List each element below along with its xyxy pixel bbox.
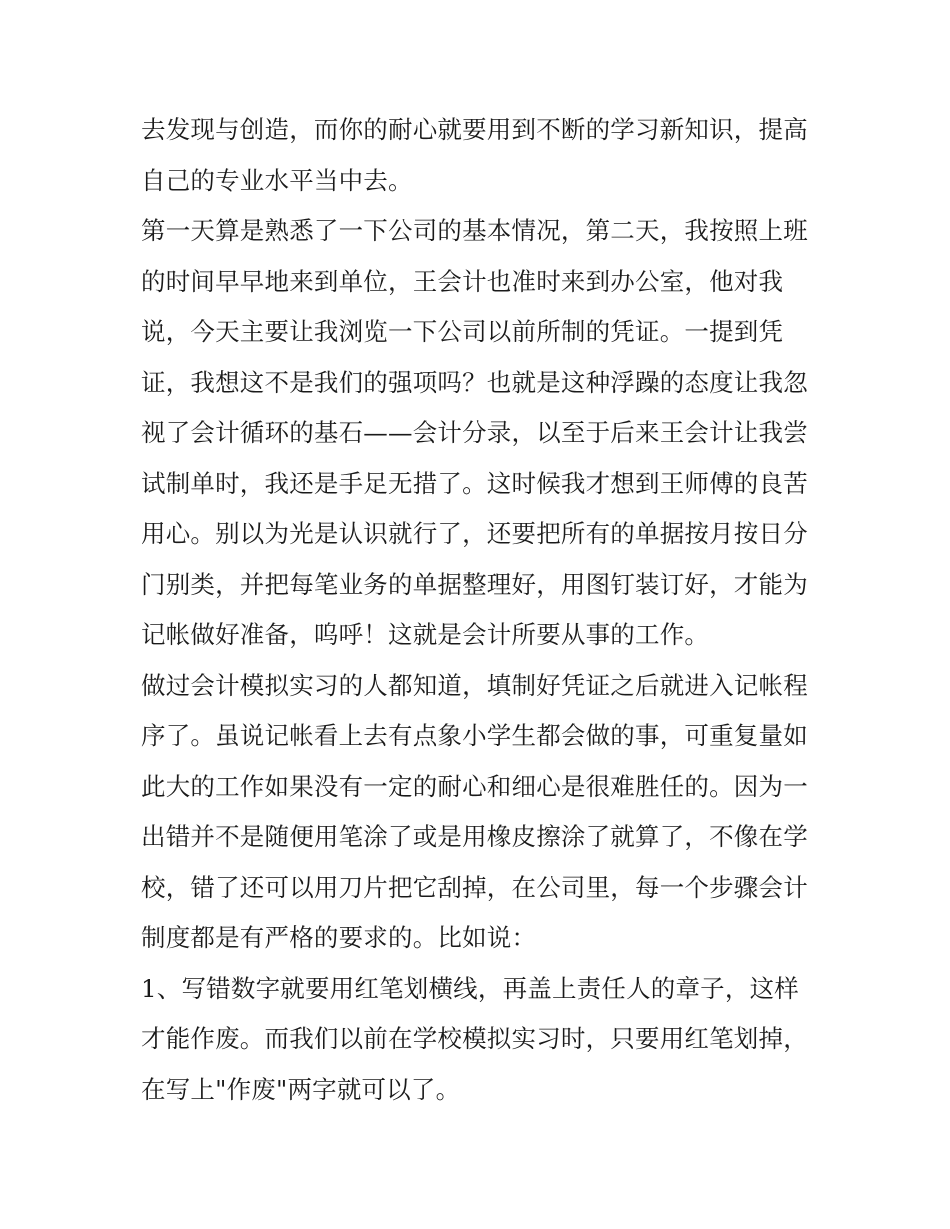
text-line: 出错并不是随便用笔涂了或是用橡皮擦涂了就算了，不像在学	[141, 822, 808, 851]
text-line: 记帐做好准备，呜呼！这就是会计所要从事的工作。	[141, 620, 710, 649]
text-line: 才能作废。而我们以前在学校模拟实习时，只要用红笔划掉，	[141, 1024, 808, 1053]
text-line: 做过会计模拟实习的人都知道，填制好凭证之后就进入记帐程	[141, 671, 808, 700]
text-line: 证，我想这不是我们的强项吗？也就是这种浮躁的态度让我忽	[141, 368, 808, 397]
text-line: 视了会计循环的基石——会计分录，以至于后来王会计让我尝	[141, 418, 808, 447]
text-line: 序了。虽说记帐看上去有点象小学生都会做的事，可重复量如	[141, 721, 808, 750]
text-line: 去发现与创造，而你的耐心就要用到不断的学习新知识，提高	[141, 115, 808, 144]
text-line: 在写上"作废"两字就可以了。	[141, 1075, 461, 1104]
text-line: 试制单时，我还是手足无措了。这时候我才想到王师傅的良苦	[141, 469, 808, 498]
text-line: 的时间早早地来到单位，王会计也准时来到办公室，他对我	[141, 267, 784, 296]
text-line: 自己的专业水平当中去。	[141, 166, 413, 195]
text-line: 1、写错数字就要用红笔划横线，再盖上责任人的章子，这样	[141, 974, 799, 1003]
text-line: 此大的工作如果没有一定的耐心和细心是很难胜任的。因为一	[141, 772, 808, 801]
text-line: 校，错了还可以用刀片把它刮掉，在公司里，每一个步骤会计	[141, 873, 808, 902]
text-line: 制度都是有严格的要求的。比如说：	[141, 923, 537, 952]
text-line: 第一天算是熟悉了一下公司的基本情况，第二天，我按照上班	[141, 216, 808, 245]
text-line: 说，今天主要让我浏览一下公司以前所制的凭证。一提到凭	[141, 317, 784, 346]
text-line: 用心。别以为光是认识就行了，还要把所有的单据按月按日分	[141, 519, 808, 548]
text-line: 门别类，并把每笔业务的单据整理好，用图钉装订好，才能为	[141, 570, 808, 599]
